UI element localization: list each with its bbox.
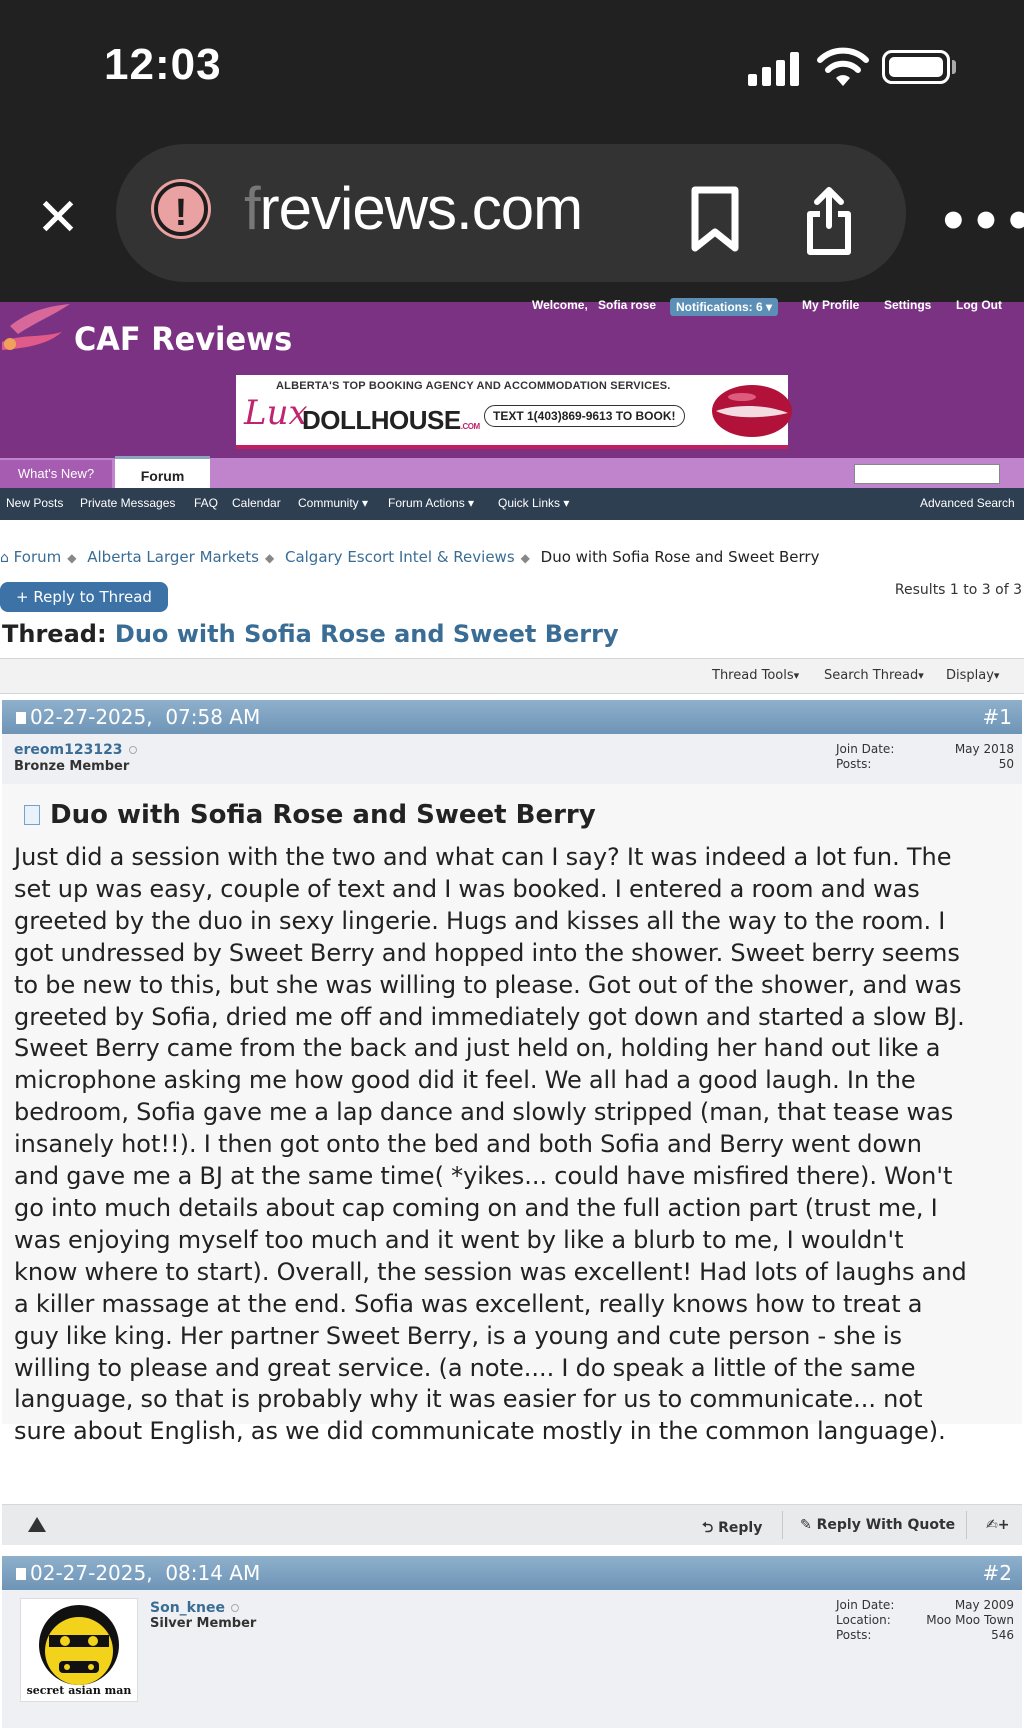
post-header	[2, 1556, 1022, 1590]
cellular-signal-icon	[748, 52, 804, 86]
banner-tagline: ALBERTA'S TOP BOOKING AGENCY AND ACCOMMODATION SERVICES.	[276, 380, 671, 392]
nav-advanced-search[interactable]: Advanced Search	[920, 496, 1015, 510]
breadcrumb-alberta[interactable]: Alberta Larger Markets	[87, 548, 259, 566]
breadcrumb-calgary[interactable]: Calgary Escort Intel & Reviews	[284, 548, 515, 566]
notifications-button[interactable]: Notifications: 6 ▾	[670, 298, 778, 316]
display-menu[interactable]: Display ▾	[946, 668, 999, 683]
post-username-text: Son_knee	[150, 1600, 225, 1616]
url-domain: reviews.com	[259, 175, 583, 242]
quote-bubble-icon: ✎	[800, 1517, 812, 1533]
nav-private-messages[interactable]: Private Messages	[80, 496, 176, 510]
url-faded-part: f	[244, 175, 260, 242]
document-icon	[24, 805, 40, 825]
thread-title-link[interactable]: Duo with Sofia Rose and Sweet Berry	[114, 620, 619, 648]
browser-toolbar	[0, 130, 1036, 302]
post-date-day: 02-27-2025,	[30, 705, 153, 729]
tab-forum[interactable]: Forum	[115, 456, 210, 488]
post-user-info	[2, 1590, 1022, 1728]
share-icon[interactable]	[804, 186, 854, 256]
post-body	[2, 784, 1022, 1446]
divider	[966, 1511, 967, 1539]
nav-quick-links[interactable]: Quick Links ▾	[498, 496, 569, 510]
nav-faq[interactable]: FAQ	[194, 496, 219, 510]
post-title-text: Duo with Sofia Rose and Sweet Berry	[50, 800, 596, 830]
offline-status-icon	[231, 1604, 239, 1612]
breadcrumb-separator-icon: ◆	[264, 551, 275, 565]
reply-label: Reply	[718, 1520, 763, 1536]
user-stats-values: May 2009 Moo Moo Town 546	[926, 1598, 1014, 1642]
url-text[interactable]	[244, 174, 582, 243]
home-icon[interactable]: ⌂	[0, 550, 9, 566]
thread-title	[2, 620, 619, 648]
banner-brand-script: Lux	[244, 393, 308, 433]
nav-community[interactable]: Community ▾	[298, 496, 368, 510]
thread-label: Thread:	[2, 620, 107, 648]
breadcrumb-separator-icon: ◆	[520, 551, 530, 565]
post-number[interactable]: #2	[982, 1561, 1012, 1585]
breadcrumb	[0, 548, 819, 566]
url-bar[interactable]	[116, 144, 906, 282]
thread-tools-bar	[0, 658, 1024, 694]
avatar-face-icon	[21, 1599, 137, 1683]
welcome-text: Welcome,	[532, 298, 588, 312]
site-header	[0, 298, 1024, 458]
post-username[interactable]	[150, 1600, 239, 1616]
advertisement-banner[interactable]	[236, 375, 788, 449]
banner-brand-suffix: .COM	[460, 422, 480, 431]
close-icon[interactable]: ✕	[36, 188, 80, 248]
banner-cta: TEXT 1(403)869-9613 TO BOOK!	[484, 405, 685, 427]
user-rank: Bronze Member	[14, 759, 130, 774]
post-message: Just did a session with the two and what can I say? It was indeed a lot fun. The set up was easy, couple of text and I was booked. I entered a room and was greeted by the duo in sexy lingerie. Hugs and kisses all the way to the room. I got undressed by Sweet Berry and hopped into the shower. Sweet berry seems to be new to this, but she was willing to please. Got out of the shower, and was greeted by Sofia, dried me off and immediately got down and started a slow BJ. Sweet Berry came from the back and just held on, holding her hand out like a microphone asking me how good did it feel. We all had a good laugh. In the bedroom, Sofia gave me a lap dance and slowly stripped (man, that tease was insanely hot!!). I then got onto the bed and both Sofia and Berry went down and gave me a BJ at the same time( *yikes... could have misfired there). Won't go into much details about cap coming on and the full action part (trust me, I was enjoying myself too much and it went by like a blurb to me, I wouldn't know where to start). Overall, the session was excellent! Had lots of laughs and a killer massage at the end. Sofia was excellent, really knows how to treat a guy like king. Her partner Sweet Berry, is a young and cute person - she is willing to please and great service. (a note.... I do speak a little of the same language, so that is probably why it was easier for us to communicate... not sure about English, as we did communicate mostly in the common language).	[14, 843, 967, 1446]
tabs-bar	[0, 458, 1024, 488]
banner-brand-name: DOLLHOUSE	[302, 405, 461, 435]
tab-whats-new[interactable]: What's New?	[0, 460, 112, 488]
post-username[interactable]	[14, 742, 137, 758]
logout-link[interactable]: Log Out	[956, 298, 1002, 312]
search-thread-menu[interactable]: Search Thread ▾	[824, 668, 924, 683]
search-input[interactable]	[854, 464, 1000, 484]
forum-navbar	[0, 488, 1024, 520]
post-date	[30, 1561, 260, 1585]
report-post-icon[interactable]	[28, 1517, 46, 1532]
nav-forum-actions[interactable]: Forum Actions ▾	[388, 496, 474, 510]
settings-link[interactable]: Settings	[884, 298, 932, 312]
battery-icon	[882, 50, 950, 84]
user-stats-labels: Join Date: Posts:	[836, 742, 895, 771]
post-header	[2, 700, 1022, 734]
reply-arrow-icon: ⮌	[702, 1520, 714, 1536]
page-content	[0, 520, 1024, 1728]
user-stats-labels: Join Date: Location: Posts:	[836, 1598, 895, 1642]
avatar-caption: secret asian man	[26, 1684, 132, 1697]
reply-with-quote-label: Reply With Quote	[816, 1517, 956, 1533]
my-profile-link[interactable]: My Profile	[802, 298, 860, 312]
welcome-username[interactable]: Sofia rose	[598, 298, 657, 312]
divider	[782, 1511, 783, 1539]
nav-calendar[interactable]: Calendar	[232, 496, 281, 510]
bookmark-icon[interactable]	[690, 186, 740, 252]
banner-brand	[302, 405, 480, 436]
wifi-icon	[816, 46, 870, 88]
post-date	[30, 705, 260, 729]
battery-tip	[952, 60, 956, 74]
post-date-time: 08:14 AM	[165, 1561, 261, 1585]
post-title	[24, 800, 596, 830]
lips-image-icon	[702, 381, 788, 441]
results-count: Results 1 to 3 of 3	[894, 582, 1022, 598]
post-icon	[16, 1568, 26, 1580]
site-logo[interactable]: CAF Reviews	[74, 320, 293, 358]
breadcrumb-forum[interactable]: Forum	[13, 548, 62, 566]
logo-swirl-icon	[0, 304, 80, 364]
reply-to-thread-button[interactable]: + Reply to Thread	[0, 582, 168, 612]
user-stats-values: May 2018 50	[954, 742, 1014, 771]
thread-tools-menu[interactable]: Thread Tools ▾	[712, 668, 799, 683]
post-footer	[2, 1504, 1022, 1545]
breadcrumb-current: Duo with Sofia Rose and Sweet Berry	[540, 548, 820, 566]
more-options-icon[interactable]: •••	[938, 194, 1036, 250]
post-icon	[16, 712, 26, 724]
clock: 12:03	[104, 40, 222, 89]
multi-quote-icon[interactable]: ✍+	[986, 1517, 1010, 1533]
user-rank: Silver Member	[150, 1616, 257, 1631]
security-warning-icon[interactable]: !	[154, 182, 208, 236]
post-date-time: 07:58 AM	[165, 705, 261, 729]
reply-with-quote-button[interactable]	[800, 1517, 955, 1533]
offline-status-icon	[129, 746, 137, 754]
status-bar	[0, 0, 1024, 130]
user-top-links	[0, 298, 1024, 316]
user-avatar[interactable]	[20, 1598, 138, 1702]
post-username-text: ereom123123	[14, 742, 123, 758]
post-user-info	[2, 734, 1022, 785]
post-number[interactable]: #1	[982, 705, 1012, 729]
post-date-day: 02-27-2025,	[30, 1561, 153, 1585]
nav-new-posts[interactable]: New Posts	[6, 496, 64, 510]
breadcrumb-separator-icon: ◆	[67, 551, 77, 565]
reply-button[interactable]	[702, 1517, 762, 1541]
